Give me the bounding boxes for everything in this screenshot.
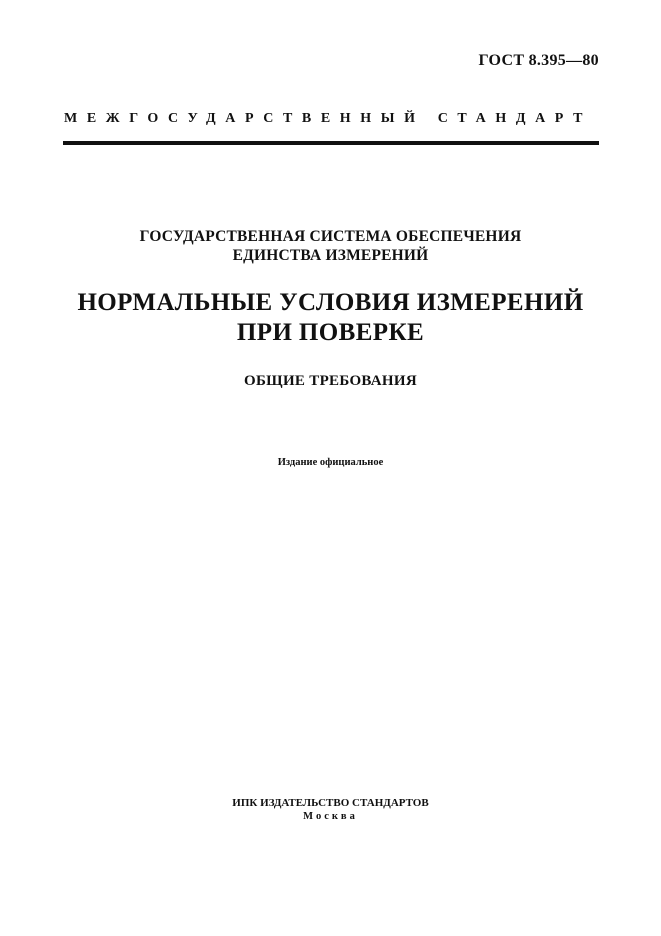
- sub-title: ОБЩИЕ ТРЕБОВАНИЯ: [244, 373, 417, 389]
- publisher-city: Москва: [303, 811, 358, 822]
- main-title-line-1: НОРМАЛЬНЫЕ УСЛОВИЯ ИЗМЕРЕНИЙ: [77, 289, 584, 316]
- edition-note: Издание официальное: [277, 457, 384, 468]
- system-title-line-1: ГОСУДАРСТВЕННАЯ СИСТЕМА ОБЕСПЕЧЕНИЯ: [139, 228, 522, 245]
- gost-number: ГОСТ 8.395—80: [478, 52, 599, 69]
- heading-divider: [63, 141, 599, 145]
- system-title: [0, 227, 661, 265]
- publisher-name: ИПК ИЗДАТЕЛЬСТВО СТАНДАРТОВ: [232, 797, 429, 809]
- main-title-line-2: ПРИ ПОВЕРКЕ: [236, 319, 425, 346]
- interstate-standard-heading: МЕЖГОСУДАРСТВЕННЫЙ СТАНДАРТ: [64, 111, 593, 126]
- main-title: [0, 288, 661, 348]
- system-title-line-2: ЕДИНСТВА ИЗМЕРЕНИЙ: [232, 247, 429, 264]
